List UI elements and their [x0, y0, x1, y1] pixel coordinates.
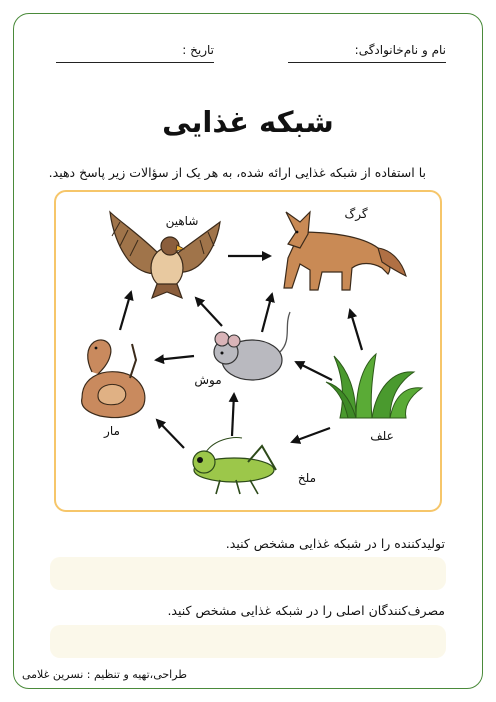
- question-1: تولیدکننده را در شبکه غذایی مشخص کنید.: [225, 536, 445, 551]
- wolf-illustration: [284, 212, 406, 290]
- arrow-grasshopper-to-snake: [157, 420, 184, 448]
- snake-illustration: [82, 340, 145, 418]
- grasshopper-label: ملخ: [297, 471, 317, 485]
- name-label: نام و نام‌خانوادگی:: [354, 43, 446, 57]
- hawk-label: شاهین: [165, 214, 199, 228]
- answer-field-1[interactable]: [50, 557, 446, 590]
- grass-label: علف: [370, 429, 394, 443]
- grasshopper-illustration: [193, 438, 276, 494]
- arrow-grass-to-wolf: [350, 310, 362, 350]
- mouse-label: موش: [194, 373, 222, 387]
- mouse-illustration: [214, 312, 290, 380]
- arrow-mouse-to-snake: [156, 356, 194, 360]
- date-label: تاریخ :: [182, 43, 214, 57]
- question-2: مصرف‌کنندگان اصلی را در شبکه غذایی مشخص کنید.: [167, 603, 445, 618]
- footer-credit: طراحی،تهیه و تنظیم : نسرین غلامی: [22, 668, 188, 681]
- arrow-grass-to-mouse: [296, 362, 332, 380]
- arrow-mouse-to-wolf: [262, 294, 272, 332]
- arrow-snake-to-hawk: [120, 292, 131, 330]
- answer-field-2[interactable]: [50, 625, 446, 658]
- grass-illustration: [326, 354, 422, 418]
- wolf-label: گرگ: [344, 207, 368, 221]
- arrow-mouse-to-hawk: [196, 298, 222, 326]
- arrow-grasshopper-to-mouse: [232, 394, 234, 436]
- arrow-grass-to-grasshopper: [292, 428, 330, 442]
- page-title: شبکه غذایی: [162, 105, 334, 139]
- snake-label: مار: [104, 424, 120, 438]
- instruction-text: با استفاده از شبکه غذایی ارائه شده، به هر یک از سؤالات زیر پاسخ دهید.: [48, 165, 426, 180]
